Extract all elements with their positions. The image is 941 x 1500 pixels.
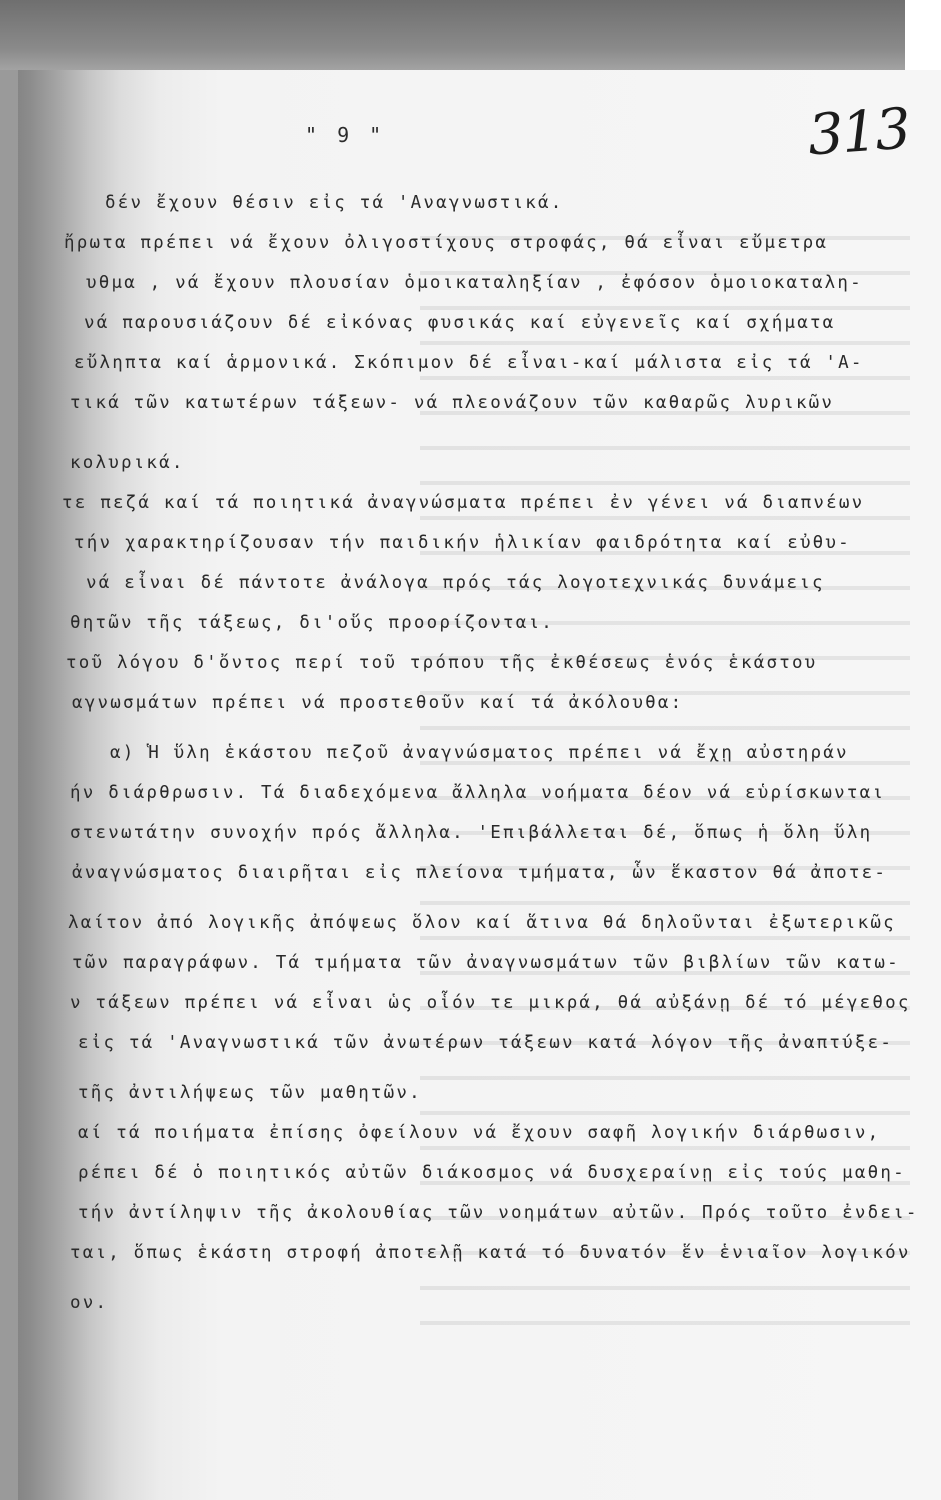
text-line: α) Ἡ ὕλη ἑκάστου πεζοῦ ἀναγνώσματος πρέπει νά ἔχῃ αὐστηράν <box>110 743 849 763</box>
text-line: ἀναγνώσματος διαιρῆται εἰς πλείονα τμήματα, ὧν ἕκαστον θά ἀποτε- <box>72 863 888 883</box>
text-line: τήν ἀντίληψιν τῆς ἀκολουθίας τῶν νοημάτων αὐτῶν. Πρός τοῦτο ἐνδει- <box>78 1203 919 1223</box>
text-line: αγνωσμάτων πρέπει νά προστεθοῦν καί τά ἀκόλουθα: <box>72 693 684 713</box>
text-line: τῶν παραγράφων. Τά τμήματα τῶν ἀναγνωσμάτων τῶν βιβλίων τῶν κατω- <box>72 953 900 973</box>
text-line: τοῦ λόγου δ'ὄντος περί τοῦ τρόπου τῆς ἐκθέσεως ἑνός ἑκάστου <box>66 653 818 673</box>
text-line: υθμα , νά ἔχουν πλουσίαν ὁμοικαταληξίαν , ἐφόσον ὁμοιοκαταλη- <box>86 273 863 293</box>
text-line: θητῶν τῆς τάξεως, δι'οὕς προορίζονται. <box>70 613 554 633</box>
text-line: ον. <box>70 1293 109 1313</box>
text-line: λαίτον ἀπό λογικῆς ἀπόψεως ὅλον καί ἅτινα θά δηλοῦνται ἐξωτερικῶς <box>68 913 896 933</box>
page-number: " 9 " <box>305 123 386 147</box>
text-line: τικά τῶν κατωτέρων τάξεων- νά πλεονάζουν τῶν καθαρῶς λυρικῶν <box>70 393 835 413</box>
text-line: τε πεζά καί τά ποιητικά ἀναγνώσματα πρέπει ἐν γένει νά διαπνέων <box>62 493 865 513</box>
text-line: ρέπει δέ ὁ ποιητικός αὐτῶν διάκοσμος νά δυσχεραίνῃ εἰς τούς μαθη- <box>78 1163 906 1183</box>
text-line: ήν διάρθρωσιν. Τά διαδεχόμενα ἄλληλα νοήματα δέον νά εὑρίσκωνται <box>70 783 886 803</box>
text-line: κολυρικά. <box>70 453 185 473</box>
text-line: δέν ἔχουν θέσιν εἰς τά 'Αναγνωστικά. <box>105 193 564 213</box>
text-line: αί τά ποιήματα ἐπίσης ὀφείλουν νά ἔχουν σαφῆ λογικήν διάρθωσιν, <box>78 1123 881 1143</box>
text-line: εἰς τά 'Αναγνωστικά τῶν ἀνωτέρων τάξεων κατά λόγον τῆς ἀναπτύξε- <box>78 1033 894 1053</box>
text-line: νά εἶναι δέ πάντοτε ἀνάλογα πρός τάς λογοτεχνικάς δυνάμεις <box>86 573 825 593</box>
text-line: τήν χαρακτηρίζουσαν τήν παιδικήν ἡλικίαν φαιδρότητα καί εὐθυ- <box>74 533 851 553</box>
handwritten-archive-number: 313 <box>805 96 912 169</box>
text-line: τῆς ἀντιλήψεως τῶν μαθητῶν. <box>78 1083 422 1103</box>
text-line: εὔληπτα καί ἁρμονικά. Σκόπιμον δέ εἶναι-καί μάλιστα εἰς τά 'Α- <box>74 353 864 373</box>
text-line: στενωτάτην συνοχήν πρός ἄλληλα. 'Επιβάλλεται δέ, ὅπως ἡ ὅλη ὕλη <box>70 823 873 843</box>
text-line: ἤρωτα πρέπει νά ἔχουν ὀλιγοστίχους στροφάς, θά εἶναι εὔμετρα <box>64 233 829 253</box>
text-line: ται, ὅπως ἑκάστη στροφή ἀποτελῇ κατά τό δυνατόν ἕν ἑνιαῖον λογικόν <box>70 1243 911 1263</box>
text-line: ν τάξεων πρέπει νά εἶναι ὡς οἷόν τε μικρά, θά αὐξάνῃ δέ τό μέγεθος <box>70 993 911 1013</box>
text-line: νά παρουσιάζουν δέ εἰκόνας φυσικάς καί εὐγενεῖς καί σχήματα <box>84 313 836 333</box>
